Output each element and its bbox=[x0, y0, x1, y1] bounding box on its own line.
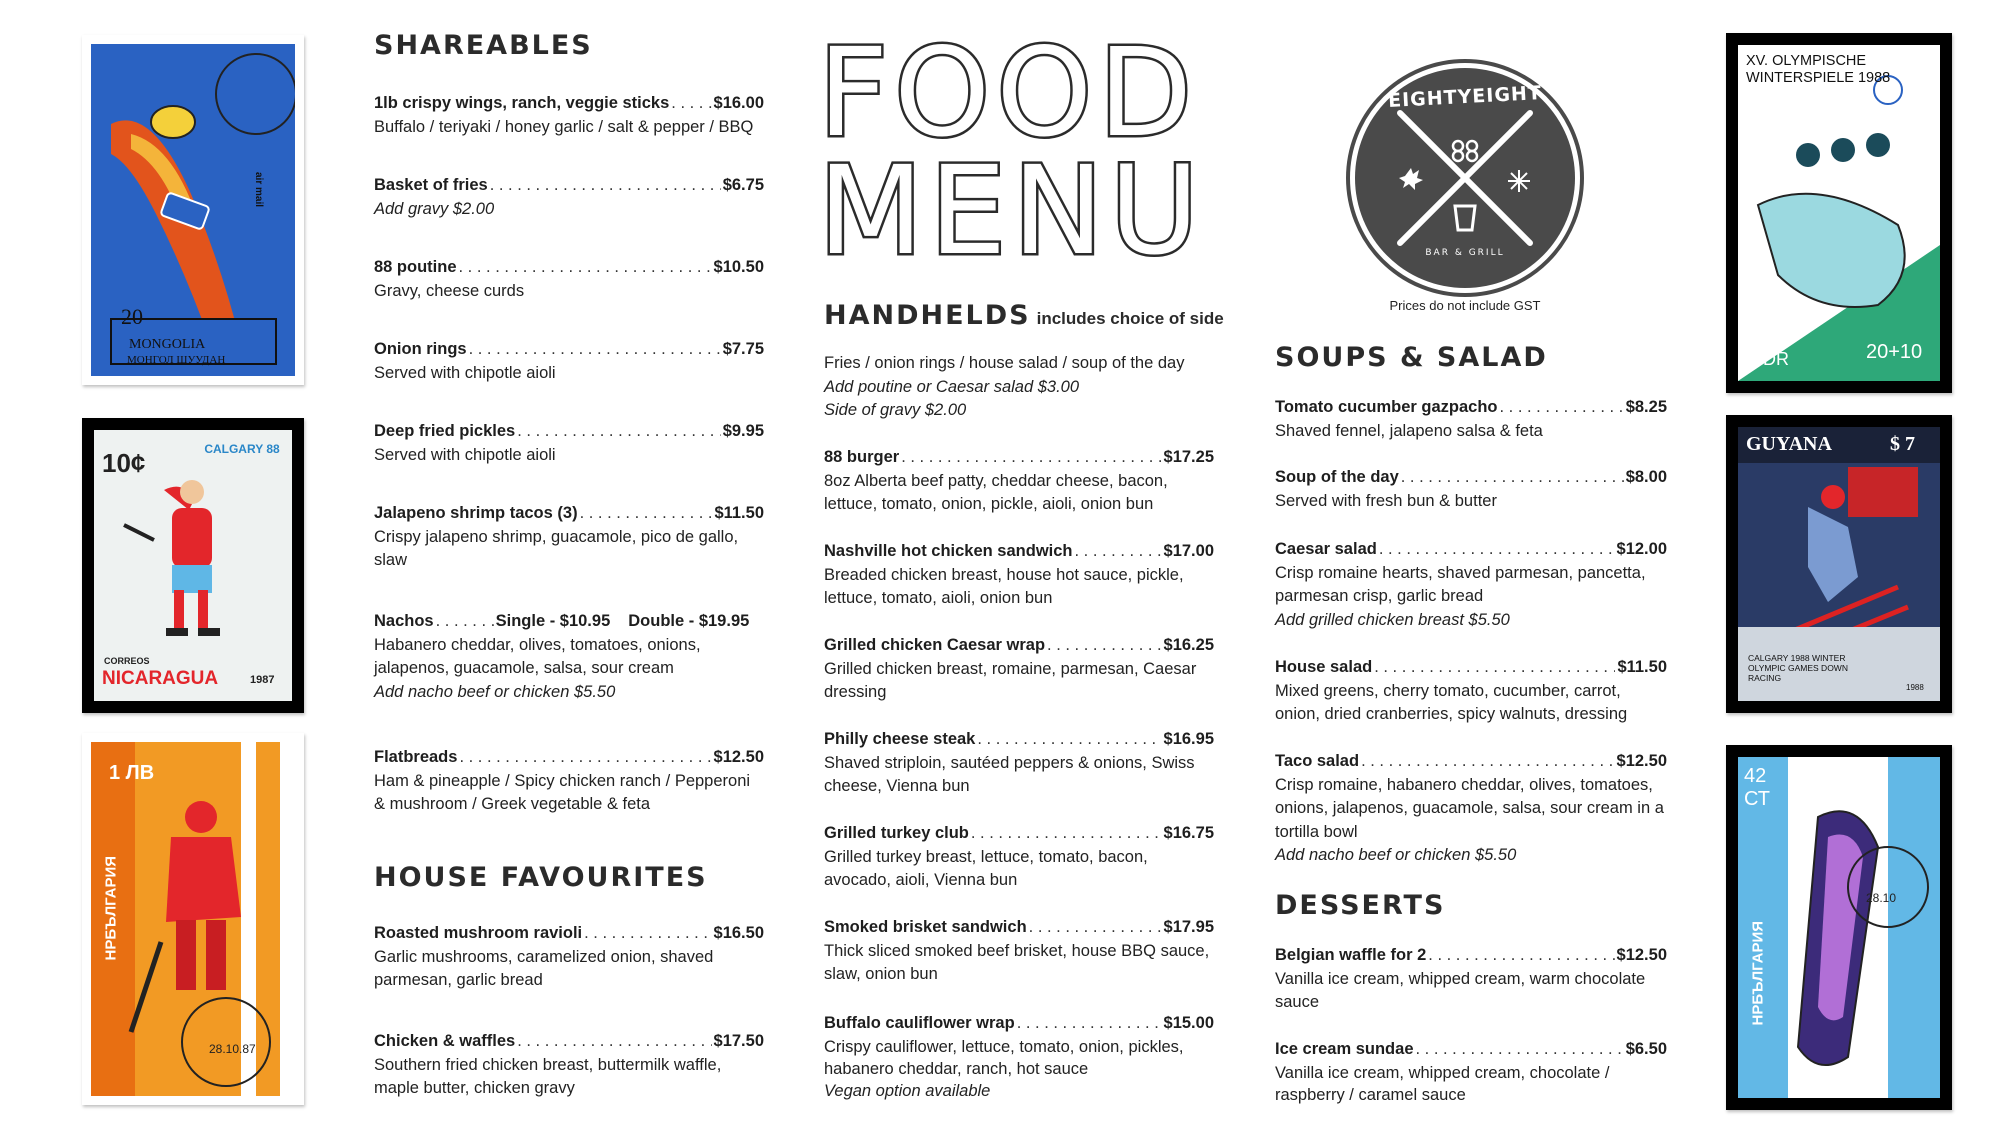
item-price: $11.50 bbox=[1617, 658, 1667, 676]
stamp-bulgaria-hockey bbox=[82, 733, 304, 1105]
item-name: 1lb crispy wings, ranch, veggie sticks bbox=[374, 94, 670, 112]
stamp-value: 20 bbox=[121, 304, 143, 329]
menu-item bbox=[374, 420, 764, 467]
handhelds-sides bbox=[824, 352, 1214, 423]
menu-item bbox=[374, 338, 764, 385]
item-description: Served with fresh bun & butter bbox=[1275, 491, 1497, 510]
stamp-top-label: CALGARY 88 bbox=[204, 442, 280, 456]
item-description: Habanero cheddar, olives, tomatoes, onions, jalapenos, guacamole, salsa, sour cream bbox=[374, 635, 701, 677]
item-name: Ice cream sundae bbox=[1275, 1040, 1414, 1058]
item-name: Tomato cucumber gazpacho bbox=[1275, 398, 1498, 416]
item-description: Gravy, cheese curds bbox=[374, 281, 525, 300]
menu-item bbox=[1275, 396, 1667, 443]
item-price: $16.50 bbox=[713, 924, 764, 942]
item-name: Caesar salad bbox=[1275, 540, 1377, 558]
item-price: $15.00 bbox=[1163, 1014, 1214, 1032]
item-price: $12.50 bbox=[713, 748, 764, 766]
item-price: $7.75 bbox=[722, 340, 764, 358]
item-description: Shaved fennel, jalapeno salsa & feta bbox=[1275, 421, 1543, 440]
handhelds-heading bbox=[824, 300, 1224, 331]
item-name: Nashville hot chicken sandwich bbox=[824, 542, 1073, 560]
item-price: $10.50 bbox=[713, 258, 764, 276]
item-price: $8.25 bbox=[1625, 398, 1667, 416]
item-description: Buffalo / teriyaki / honey garlic / salt & pepper / BBQ bbox=[374, 117, 754, 136]
stamp-country: НРБЪЛГАРИЯ bbox=[102, 855, 120, 961]
item-name: Grilled turkey club bbox=[824, 824, 969, 842]
stamp-country: MONGOLIA bbox=[129, 337, 206, 352]
item-name: Deep fried pickles bbox=[374, 422, 516, 440]
item-price: $17.95 bbox=[1163, 918, 1214, 936]
stamp-postmark: 28.10.87 bbox=[209, 1042, 256, 1056]
item-name: Belgian waffle for 2 bbox=[1275, 946, 1427, 964]
menu-item bbox=[824, 634, 1214, 705]
item-note: Add nacho beef or chicken $5.50 bbox=[1275, 846, 1517, 864]
menu-item bbox=[1275, 538, 1667, 632]
item-name: Onion rings bbox=[374, 340, 467, 358]
stamp-postmark: 28.10 bbox=[1866, 891, 1897, 905]
item-name: Soup of the day bbox=[1275, 468, 1399, 486]
item-description: Grilled turkey breast, lettuce, tomato, bacon, avocado, aioli, Vienna bun bbox=[824, 847, 1148, 889]
hockey-player-illustration bbox=[91, 742, 295, 1096]
restaurant-logo bbox=[1345, 58, 1585, 298]
item-name: Buffalo cauliflower wrap bbox=[824, 1014, 1015, 1032]
shareables-heading: SHAREABLES bbox=[374, 30, 593, 61]
stamp-value: $ 7 bbox=[1890, 433, 1915, 455]
menu-item bbox=[374, 92, 764, 139]
stamp-country: GUYANA bbox=[1746, 433, 1832, 455]
item-description: Served with chipotle aioli bbox=[374, 363, 556, 382]
item-name: 88 burger bbox=[824, 448, 900, 466]
logo-name: EIGHTYEIGHT bbox=[1387, 81, 1543, 113]
stamp-value: 42 СТ bbox=[1744, 765, 1770, 810]
item-price: $17.25 bbox=[1163, 448, 1214, 466]
item-description: Crisp romaine, habanero cheddar, olives, tomatoes, onions, jalapenos, guacamole, salsa, sour cream in a tortilla bowl bbox=[1275, 775, 1664, 841]
menu-title-menu: MENU bbox=[818, 140, 1205, 282]
menu-item bbox=[374, 1030, 764, 1101]
menu-item bbox=[374, 746, 764, 817]
menu-item-nachos bbox=[374, 610, 764, 704]
menu-item bbox=[824, 728, 1214, 799]
item-price-double: Double - $19.95 bbox=[628, 612, 750, 630]
item-price: $9.95 bbox=[722, 422, 764, 440]
item-price: $16.75 bbox=[1163, 824, 1214, 842]
item-note: Add grilled chicken breast $5.50 bbox=[1275, 610, 1510, 629]
item-description: Shaved striploin, sautéed peppers & onions, Swiss cheese, Vienna bun bbox=[824, 753, 1195, 795]
menu-item bbox=[1275, 944, 1667, 1015]
item-note: Vegan option available bbox=[824, 1081, 991, 1100]
item-price: $16.95 bbox=[1163, 730, 1214, 748]
item-name: Grilled chicken Caesar wrap bbox=[824, 636, 1046, 654]
menu-item bbox=[824, 1012, 1214, 1102]
item-name: House salad bbox=[1275, 658, 1373, 676]
item-name: 88 poutine bbox=[374, 258, 457, 276]
menu-item bbox=[1275, 750, 1667, 868]
house-favourites-heading: HOUSE FAVOURITES bbox=[374, 862, 708, 893]
item-price: $12.50 bbox=[1616, 752, 1667, 770]
menu-item bbox=[824, 540, 1214, 611]
handhelds-subtitle: includes choice of side bbox=[1036, 309, 1224, 328]
stamp-mongolia bbox=[82, 35, 304, 385]
bobsleigh-team-illustration bbox=[1738, 45, 1940, 381]
item-name: Jalapeno shrimp tacos (3) bbox=[374, 504, 578, 522]
menu-item bbox=[374, 174, 764, 221]
menu-item bbox=[1275, 1038, 1667, 1106]
desserts-heading: DESSERTS bbox=[1275, 890, 1446, 921]
item-price: $12.50 bbox=[1616, 946, 1667, 964]
item-note: Add gravy $2.00 bbox=[374, 199, 495, 218]
logo-sub: BAR & GRILL bbox=[1425, 248, 1505, 258]
item-price: $17.00 bbox=[1163, 542, 1214, 560]
stamp-bulgaria-bobsleigh bbox=[1726, 745, 1952, 1110]
item-description: Crisp romaine hearts, shaved parmesan, pancetta, parmesan crisp, garlic bread bbox=[1275, 563, 1646, 605]
menu-item bbox=[824, 916, 1214, 987]
menu-item bbox=[1275, 656, 1667, 727]
stamp-value: 20+10 bbox=[1866, 341, 1923, 363]
stamp-airmail: air mail bbox=[253, 171, 265, 208]
stamp-value: 1 ЛВ bbox=[109, 762, 155, 784]
item-name: Chicken & waffles bbox=[374, 1032, 516, 1050]
menu-item bbox=[824, 446, 1214, 517]
sides-note: Side of gravy $2.00 bbox=[824, 401, 967, 419]
menu-item bbox=[374, 502, 764, 573]
stamp-year: 1988 bbox=[1906, 683, 1924, 692]
stamp-local-name: МОНГОЛ ШУУДАН bbox=[127, 354, 226, 366]
snowflake-icon bbox=[1508, 170, 1530, 192]
item-description: Thick sliced smoked beef brisket, house BBQ sauce, slaw, onion bun bbox=[824, 941, 1210, 983]
item-description: 8oz Alberta beef patty, cheddar cheese, bacon, lettuce, tomato, onion, pickle, aioli, onion bun bbox=[824, 471, 1168, 513]
stamp-ddr-label: DDR bbox=[1750, 349, 1789, 369]
prices-note: Prices do not include GST bbox=[1389, 298, 1541, 313]
menu-item bbox=[374, 256, 764, 303]
item-price: $6.50 bbox=[1625, 1040, 1667, 1058]
stamp-title: XV. OLYMPISCHE WINTERSPIELE 1988 bbox=[1746, 53, 1891, 86]
item-name: Smoked brisket sandwich bbox=[824, 918, 1027, 936]
soups-salad-heading: SOUPS & SALAD bbox=[1275, 342, 1548, 373]
item-description: Vanilla ice cream, whipped cream, warm chocolate sauce bbox=[1275, 969, 1646, 1011]
item-description: Mixed greens, cherry tomato, cucumber, carrot, onion, dried cranberries, spicy walnuts, dressing bbox=[1275, 681, 1628, 723]
item-price: $17.50 bbox=[713, 1032, 764, 1050]
stamp-year: 1987 bbox=[250, 674, 275, 686]
item-name: Taco salad bbox=[1275, 752, 1360, 770]
stamp-ddr bbox=[1726, 33, 1952, 393]
stamp-guyana bbox=[1726, 415, 1952, 713]
item-price: $16.25 bbox=[1163, 636, 1214, 654]
item-price: $8.00 bbox=[1625, 468, 1667, 486]
item-price: $6.75 bbox=[722, 176, 764, 194]
item-description: Ham & pineapple / Spicy chicken ranch / Pepperoni & mushroom / Greek vegetable & feta bbox=[374, 771, 751, 813]
item-description: Breaded chicken breast, house hot sauce, pickle, lettuce, tomato, aioli, onion bun bbox=[824, 565, 1184, 607]
stamp-correos: CORREOS bbox=[104, 656, 150, 666]
item-description: Crispy cauliflower, lettuce, tomato, onion, pickles, habanero cheddar, ranch, hot sauce bbox=[824, 1037, 1184, 1078]
stamp-caption: CALGARY 1988 WINTER OLYMPIC GAMES DOWN RACING bbox=[1748, 653, 1848, 683]
item-description: Served with chipotle aioli bbox=[374, 445, 556, 464]
item-description: Grilled chicken breast, romaine, parmesan, Caesar dressing bbox=[824, 659, 1197, 701]
stamp-country: НРБЪЛГАРИЯ bbox=[1749, 920, 1767, 1026]
stamp-value: 10¢ bbox=[102, 448, 146, 478]
menu-item bbox=[824, 822, 1214, 893]
sides-options: Fries / onion rings / house salad / soup of the day bbox=[824, 354, 1185, 372]
handhelds-title: HANDHELDS bbox=[824, 300, 1031, 331]
item-description: Crispy jalapeno shrimp, guacamole, pico de gallo, slaw bbox=[374, 527, 739, 569]
item-price: $16.00 bbox=[713, 94, 764, 112]
stamp-country: NICARAGUA bbox=[102, 668, 219, 689]
item-description: Southern fried chicken breast, buttermilk waffle, maple butter, chicken gravy bbox=[374, 1055, 722, 1097]
item-price-single: Single - $10.95 bbox=[495, 612, 611, 630]
menu-item bbox=[1275, 466, 1667, 513]
stamp-nicaragua bbox=[82, 418, 304, 713]
item-price: $11.50 bbox=[714, 504, 764, 522]
item-name: Basket of fries bbox=[374, 176, 488, 194]
menu-title-food: FOOD bbox=[818, 22, 1199, 164]
item-description: Vanilla ice cream, whipped cream, chocolate / raspberry / caramel sauce bbox=[1275, 1063, 1610, 1104]
item-note: Add nacho beef or chicken $5.50 bbox=[374, 682, 616, 701]
item-name: Flatbreads bbox=[374, 748, 458, 766]
menu-item bbox=[374, 922, 764, 993]
sides-note: Add poutine or Caesar salad $3.00 bbox=[824, 377, 1080, 396]
item-name: Philly cheese steak bbox=[824, 730, 976, 748]
item-description: Garlic mushrooms, caramelized onion, shaved parmesan, garlic bread bbox=[374, 947, 714, 989]
item-name: Nachos bbox=[374, 612, 434, 630]
item-name: Roasted mushroom ravioli bbox=[374, 924, 583, 942]
item-price: $12.00 bbox=[1616, 540, 1667, 558]
